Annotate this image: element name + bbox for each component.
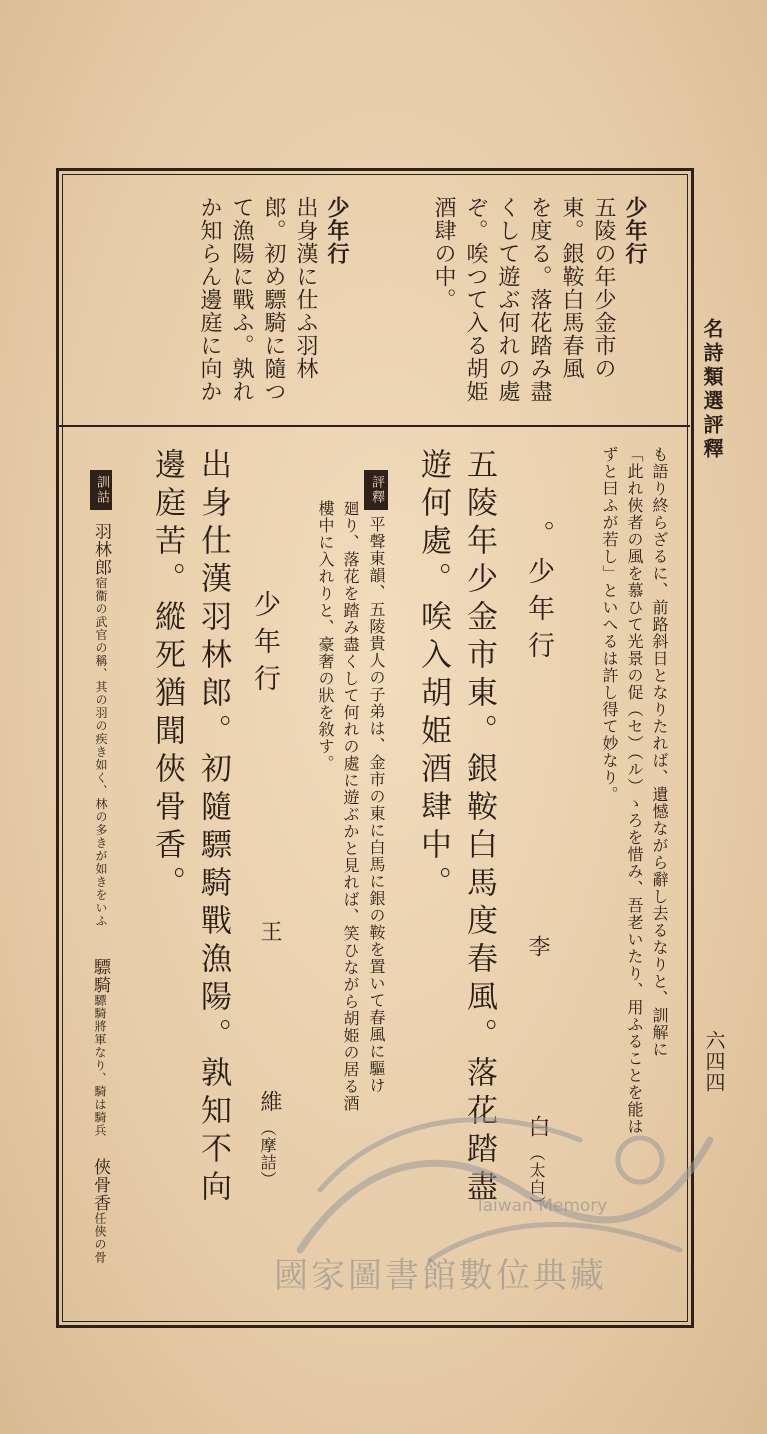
gloss-note: 任俠の骨 xyxy=(93,1212,107,1264)
poem1-line: 五陵年少金市東。銀鞍白馬度春風。落花踏盡 xyxy=(461,448,497,1208)
upper-line: 五陵の年少金市の xyxy=(591,196,616,380)
poem1-title: 。少年行 xyxy=(523,520,554,668)
watermark-english-text: Taiwan Memory xyxy=(475,1196,608,1216)
commentary-tag: 評釋 xyxy=(364,470,388,510)
poem2-author-name: 維 xyxy=(257,1090,282,1114)
poem2-line: 邊庭苦。縱死猶聞俠骨香。 xyxy=(149,448,185,904)
gloss-note: 宿衞の武官の稱、其の羽の疾き如く、林の多きが如きをいふ xyxy=(94,576,108,928)
poem2-line: 出身仕漢羽林郎。初隨驃騎戰漁陽。孰知不向 xyxy=(195,448,231,1208)
upper-line: ぞ。唉つて入る胡姫 xyxy=(463,196,488,403)
poem1-line: 遊何處。唉入胡姫酒肆中。 xyxy=(415,448,451,904)
gloss-tag: 訓詁 xyxy=(90,470,112,510)
upper-line: 郎。初め驃騎に隨つ xyxy=(261,196,286,403)
upper-line: 酒肆の中。 xyxy=(431,196,456,311)
upper-line: 出身漢に仕ふ羽林 xyxy=(293,196,318,380)
upper-title-1: 少年行 xyxy=(622,196,648,265)
prior-commentary-line: ずと曰ふが若し」といへるは許し得て妙なり。 xyxy=(600,446,619,803)
prior-commentary-line: も語り終らざるに、前路斜日となりたれば、遺憾ながら辭し去るなりと、訓解に xyxy=(650,446,669,1058)
page-number: 六四四 xyxy=(702,1030,726,1093)
prior-commentary-line: 「此れ俠者の風を慕ひて光景の促（セ）（ル）ゝろを惜み、吾老いたり、用ふることを能は xyxy=(625,446,644,1135)
section-divider xyxy=(58,425,690,427)
poem1-commentary-line: 平聲東韻、五陵貴人の子弟は、金市の東に白馬に銀の鞍を置いて春風に驅け xyxy=(367,516,386,1094)
poem1-author-note: （太白） xyxy=(527,1145,546,1213)
poem1-commentary-line: 樓中に入れりと、豪奢の狀を敘す。 xyxy=(316,500,335,772)
upper-line: くして遊ぶ何れの處 xyxy=(495,196,520,403)
poem1-commentary-col xyxy=(364,470,388,1094)
running-header-book-title: 名詩類選評釋 xyxy=(700,318,724,462)
upper-line: て漁陽に戰ふ。孰れ xyxy=(229,196,254,403)
upper-line: 東。銀鞍白馬春風 xyxy=(559,196,584,380)
poem2-title: 少年行 xyxy=(249,590,280,701)
poem1-author-surname: 李 xyxy=(525,935,550,959)
gloss-column xyxy=(90,1158,110,1264)
gloss-note: 驃騎將軍なり、騎は騎兵 xyxy=(93,994,107,1137)
gloss-term: 羽林郎 xyxy=(91,522,111,577)
upper-line: を度る。落花踏み盡 xyxy=(527,196,552,403)
gloss-term: 俠骨香 xyxy=(90,1158,110,1212)
poem2-author-surname: 王 xyxy=(257,920,282,944)
poem1-commentary-line: 廻り、落花を踏み盡くして何れの處に遊ぶかと見れば、笑ひながら胡姫の居る酒 xyxy=(341,500,360,1112)
poem2-author-note: （摩詰） xyxy=(258,1120,277,1188)
watermark-text: 國家圖書館數位典藏 xyxy=(274,1256,607,1296)
upper-title-2: 少年行 xyxy=(324,196,350,265)
poem1-author-name: 白 xyxy=(525,1115,550,1139)
gloss-column xyxy=(90,470,112,927)
gloss-column xyxy=(90,958,110,1137)
gloss-term: 驃騎 xyxy=(90,958,110,994)
upper-line: か知らん邊庭に向か xyxy=(197,196,222,403)
